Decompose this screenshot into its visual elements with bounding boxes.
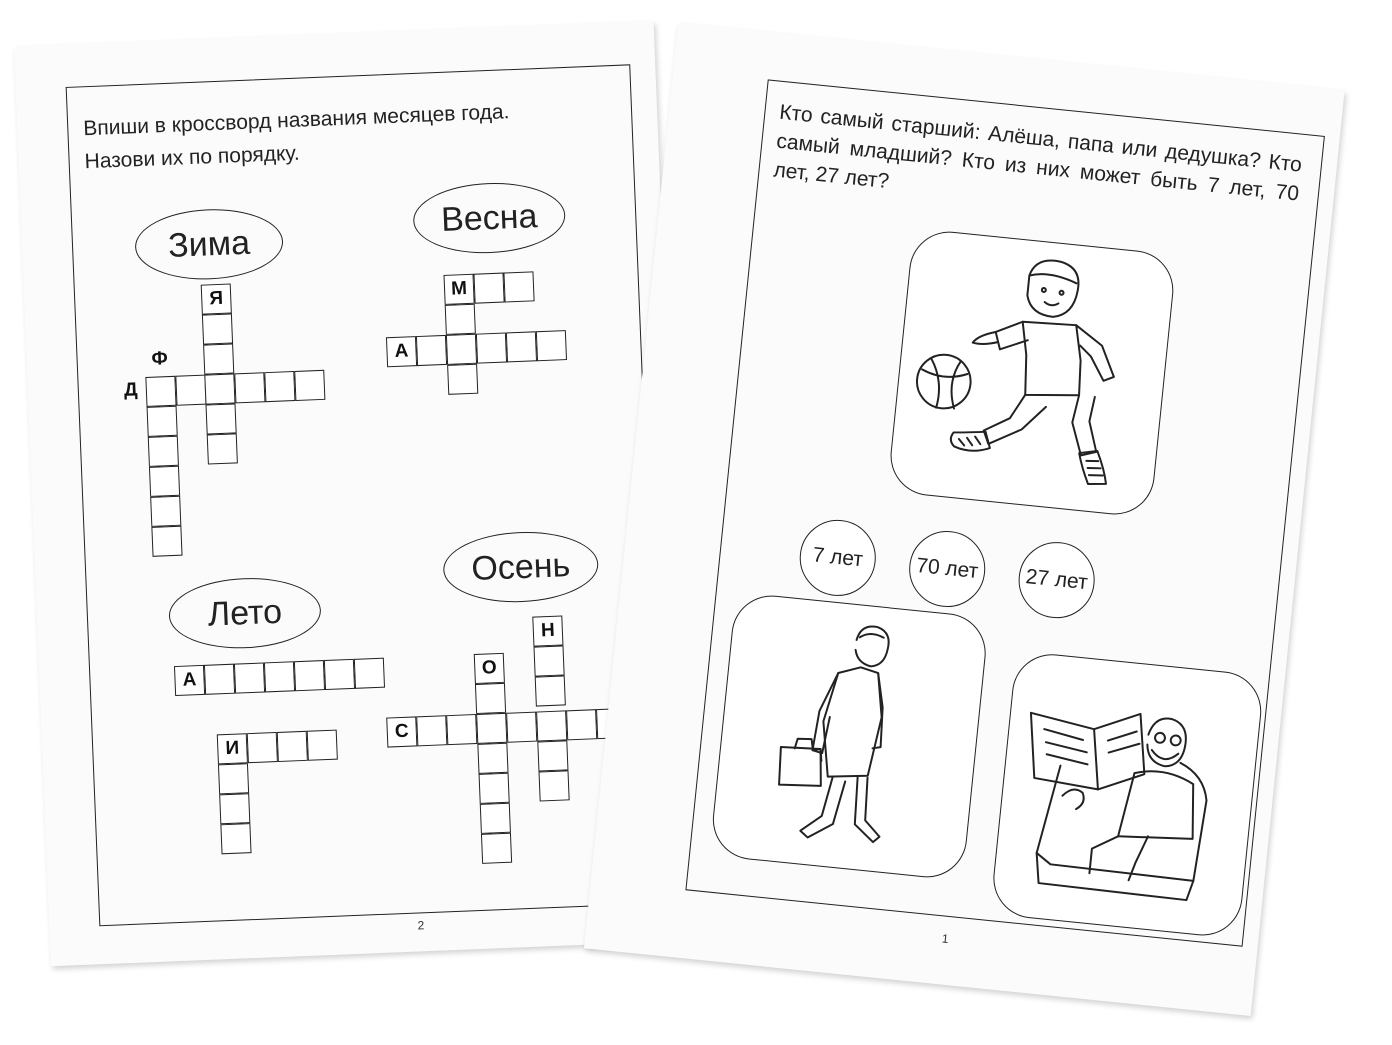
- crossword-cell[interactable]: [234, 372, 265, 403]
- crossword-cell-letter[interactable]: С: [386, 716, 417, 747]
- age-option[interactable]: 7 лет: [796, 516, 879, 599]
- crossword-cell[interactable]: [506, 331, 537, 362]
- crossword-cell[interactable]: [234, 662, 265, 693]
- boy-kicking-ball-icon: [888, 229, 1176, 517]
- crossword-cell[interactable]: [477, 743, 508, 774]
- crossword-cell[interactable]: [294, 370, 325, 401]
- season-label-autumn: Осень: [442, 529, 600, 605]
- man-with-briefcase-icon: [710, 593, 988, 880]
- crossword-letter-clue: Ф: [151, 348, 169, 370]
- instruction-line-2: Назови их по порядку.: [84, 141, 301, 174]
- crossword-cell[interactable]: [145, 376, 176, 407]
- crossword-cell[interactable]: [206, 403, 237, 434]
- crossword-cell[interactable]: [175, 375, 206, 406]
- crossword-cell[interactable]: [416, 715, 447, 746]
- crossword-cell[interactable]: [149, 466, 180, 497]
- crossword-cell[interactable]: [277, 731, 308, 762]
- crossword-cell[interactable]: [446, 714, 477, 745]
- crossword-cell[interactable]: [473, 273, 504, 304]
- crossword-cell[interactable]: [447, 364, 478, 395]
- crossword-letter-clue: Д: [123, 379, 139, 401]
- grandfather-reading-newspaper-icon: [991, 651, 1264, 938]
- age-option[interactable]: 70 лет: [906, 527, 989, 610]
- page-number: 1: [941, 931, 950, 946]
- crossword-cell[interactable]: [479, 773, 510, 804]
- crossword-cell[interactable]: [204, 373, 235, 404]
- crossword-cell-letter[interactable]: Я: [201, 283, 232, 314]
- worksheet-page-1: [584, 23, 1345, 1016]
- crossword-cell[interactable]: [533, 645, 564, 676]
- crossword-cell[interactable]: [204, 664, 235, 695]
- crossword-cell[interactable]: [535, 675, 566, 706]
- crossword-cell[interactable]: [537, 740, 568, 771]
- crossword-cell[interactable]: [566, 709, 597, 740]
- crossword-cell[interactable]: [203, 343, 234, 374]
- crossword-cell[interactable]: [247, 732, 278, 763]
- crossword-cell[interactable]: [324, 659, 355, 690]
- crossword-cell[interactable]: [220, 823, 251, 854]
- picture-man-with-briefcase: [709, 592, 989, 881]
- crossword-cell[interactable]: [503, 271, 534, 302]
- crossword-cell[interactable]: [536, 710, 567, 741]
- crossword-cell[interactable]: [354, 658, 385, 689]
- crossword-cell[interactable]: [475, 683, 506, 714]
- crossword-cell[interactable]: [147, 406, 178, 437]
- crossword-cell[interactable]: [151, 526, 182, 557]
- crossword-cell-letter[interactable]: И: [217, 733, 248, 764]
- crossword-cell[interactable]: [536, 330, 567, 361]
- season-label-spring: Весна: [412, 180, 567, 256]
- crossword-cell[interactable]: [446, 334, 477, 365]
- crossword-cell-letter[interactable]: Н: [532, 615, 563, 646]
- instruction-line-1: Впиши в кроссворд названия месяцев года.: [82, 100, 510, 141]
- crossword-cell[interactable]: [480, 803, 511, 834]
- season-label-winter: Зима: [134, 206, 285, 282]
- picture-grandfather-reading: [990, 650, 1266, 939]
- picture-boy-with-ball: [887, 228, 1177, 518]
- page-number: 2: [417, 918, 425, 933]
- age-option[interactable]: 27 лет: [1015, 538, 1098, 621]
- crossword-cell[interactable]: [506, 712, 537, 743]
- age-question-instruction: Кто самый старший: Алёша, папа или дедушка? Кто самый младший? Кто из них может быть 7 лет, 70 лет, 27 лет?: [772, 100, 1303, 206]
- crossword-cell[interactable]: [202, 313, 233, 344]
- crossword-cell[interactable]: [481, 833, 512, 864]
- crossword-cell[interactable]: [264, 371, 295, 402]
- crossword-cell[interactable]: [207, 433, 238, 464]
- crossword-cell[interactable]: [476, 713, 507, 744]
- crossword-cell[interactable]: [150, 496, 181, 527]
- crossword-cell-letter[interactable]: А: [386, 336, 417, 367]
- crossword-cell-letter[interactable]: М: [443, 274, 474, 305]
- crossword-cell[interactable]: [416, 335, 447, 366]
- crossword-cell[interactable]: [307, 730, 338, 761]
- crossword-cell[interactable]: [148, 436, 179, 467]
- crossword-cell[interactable]: [476, 332, 507, 363]
- crossword-cell[interactable]: [264, 661, 295, 692]
- crossword-cell-letter[interactable]: О: [474, 653, 505, 684]
- season-label-summer: Лето: [168, 575, 323, 651]
- crossword-cell-letter[interactable]: А: [174, 665, 205, 696]
- worksheet-page-2: [14, 21, 690, 966]
- crossword-cell[interactable]: [219, 793, 250, 824]
- crossword-cell[interactable]: [294, 660, 325, 691]
- crossword-cell[interactable]: [538, 770, 569, 801]
- crossword-cell[interactable]: [445, 304, 476, 335]
- crossword-cell[interactable]: [218, 763, 249, 794]
